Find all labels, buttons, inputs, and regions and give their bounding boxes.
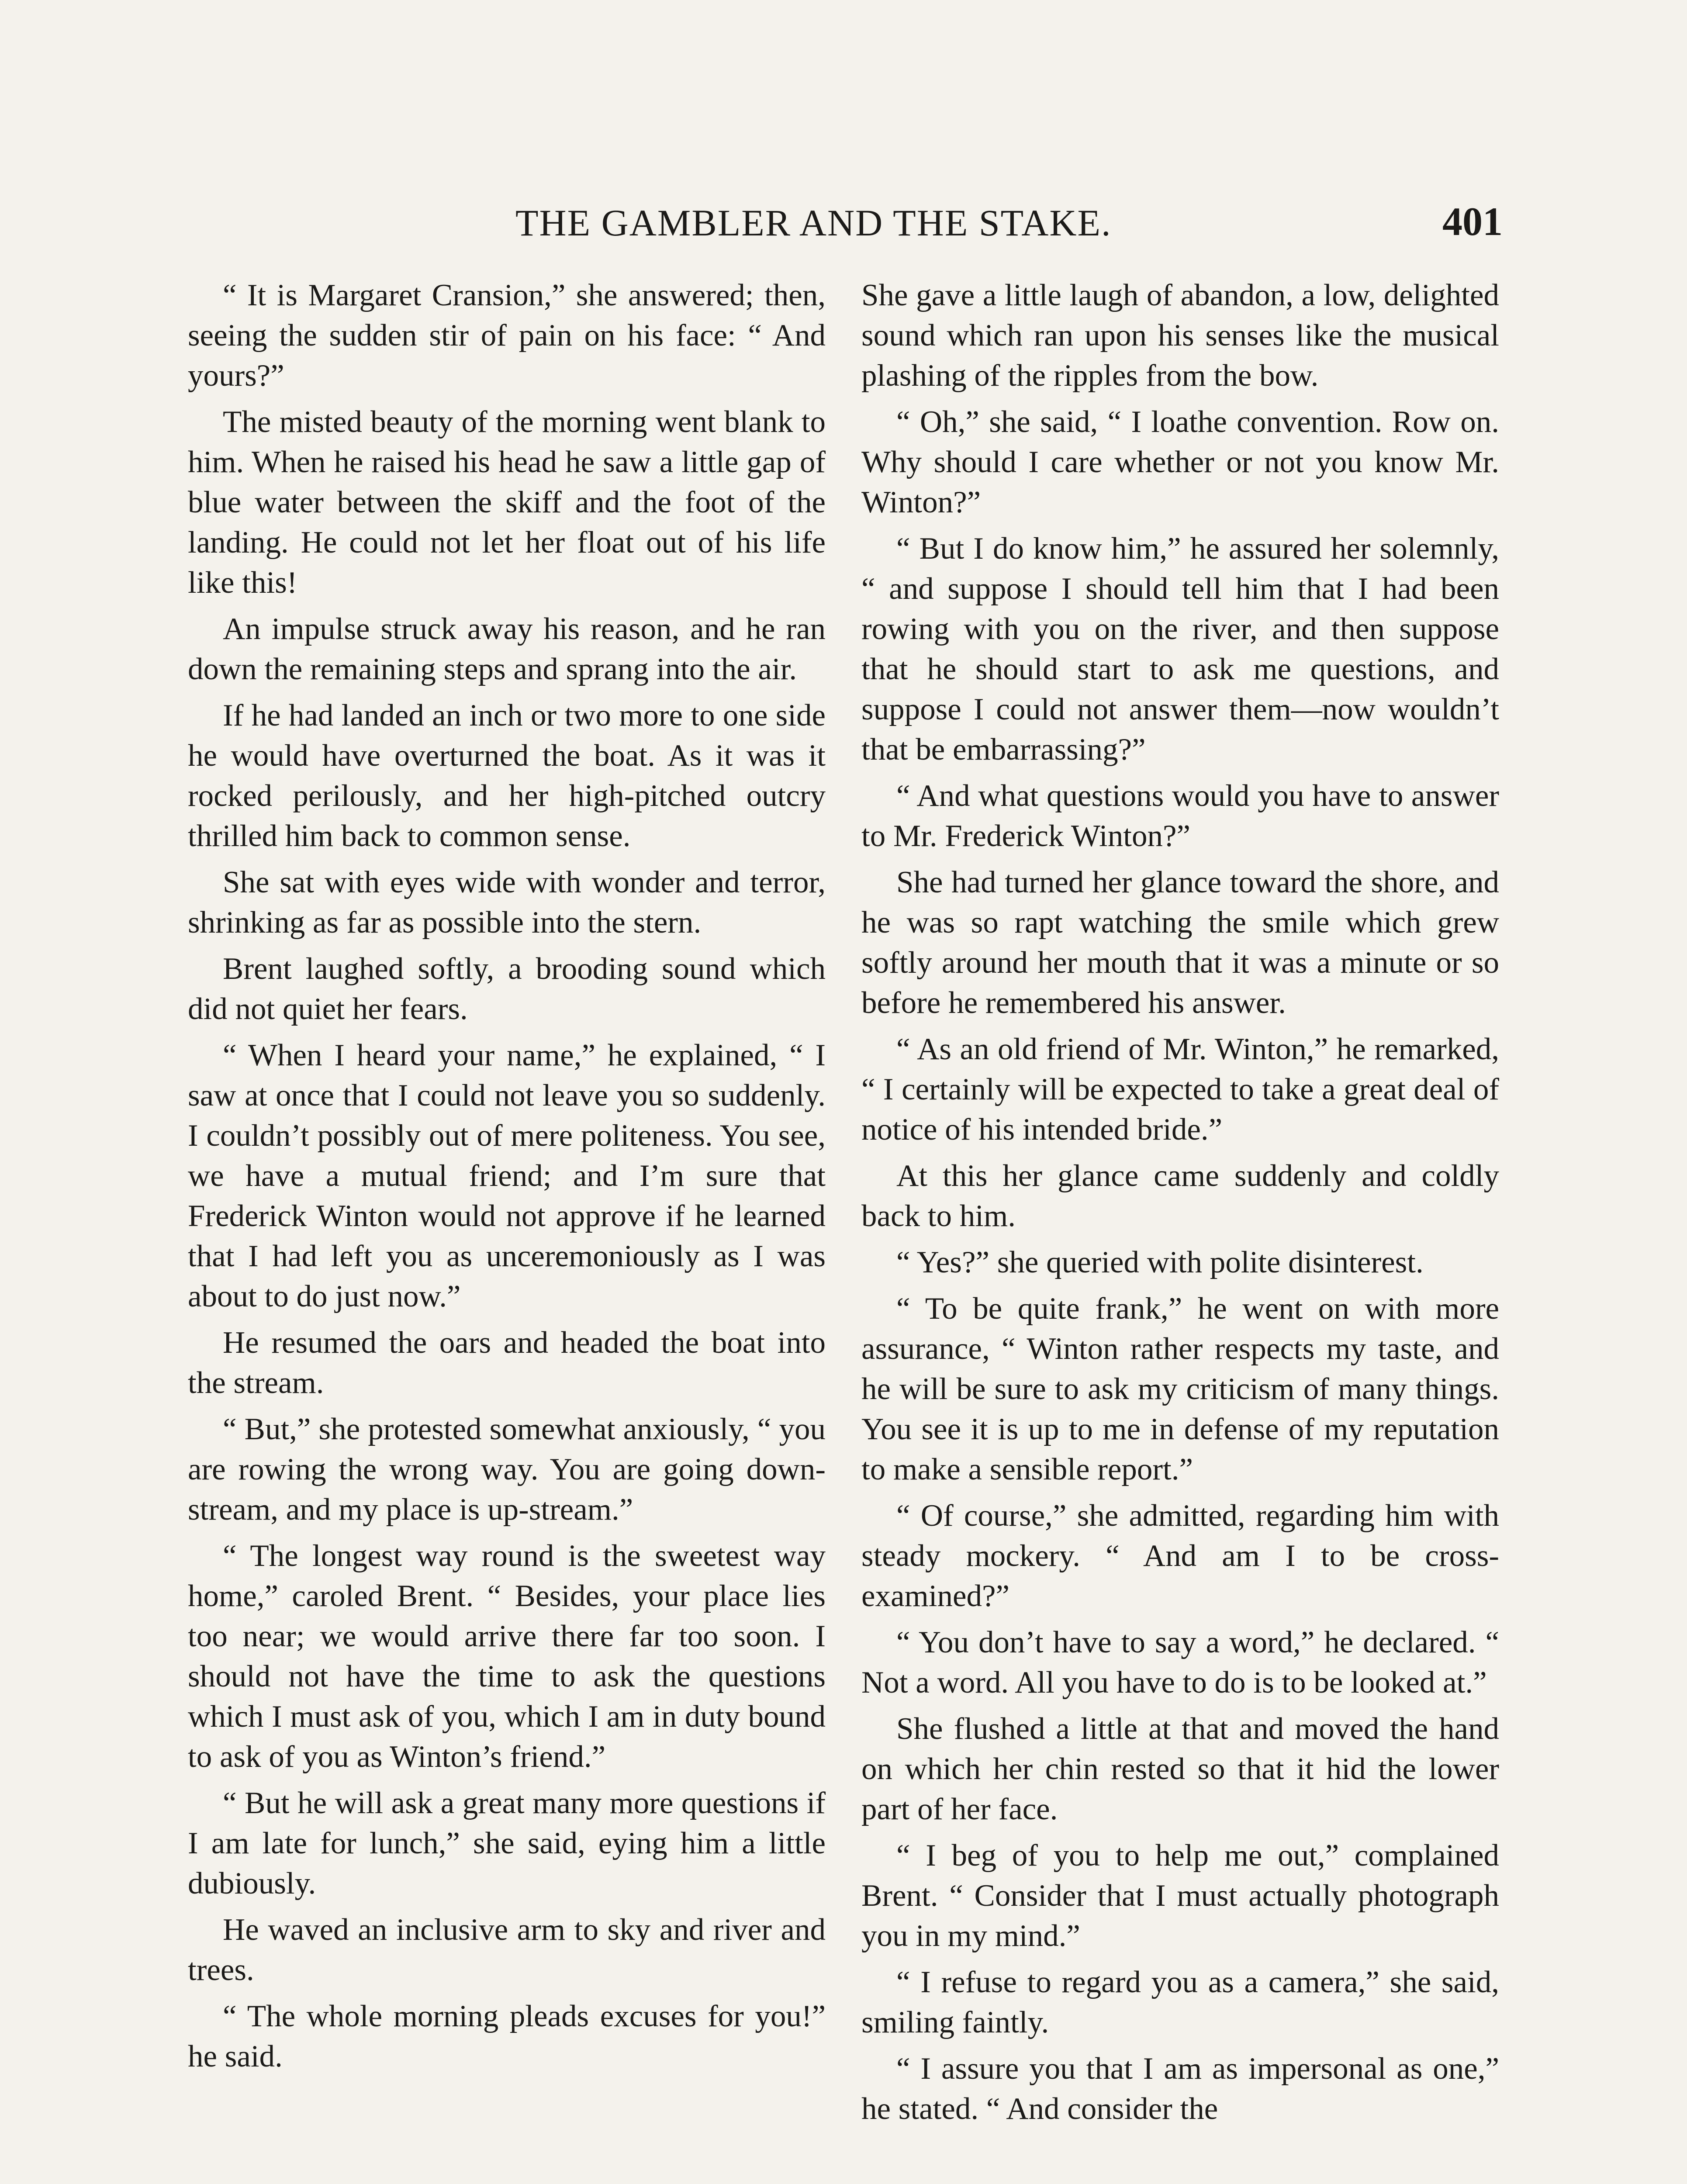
paragraph: “ Of course,” she admitted, regarding him with steady mockery. “ And am I to be cross-examined?”: [861, 1499, 1499, 1613]
paragraph: The misted beauty of the morning went blank to him. When he raised his head he saw a little gap of blue water between the skiff and the foot of the landing. He could not let her float out of his life like this!: [188, 405, 826, 600]
paragraph: Brent laughed softly, a brooding sound which did not quiet her fears.: [188, 952, 826, 1026]
paragraph: “ To be quite frank,” he went on with more assurance, “ Winton rather respects my taste, and he will be sure to ask my criticism of many things. You see it is up to me in defense of my reputation to make a sensible report.”: [861, 1292, 1499, 1486]
right-column: [861, 275, 1499, 2135]
paragraph: An impulse struck away his reason, and he ran down the remaining steps and sprang into the air.: [188, 612, 826, 686]
paragraph: “ The whole morning pleads excuses for you!” he said.: [188, 1999, 826, 2073]
paragraph: “ Oh,” she said, “ I loathe convention. Row on. Why should I care whether or not you know Mr. Winton?”: [861, 405, 1499, 519]
paragraph: “ As an old friend of Mr. Winton,” he remarked, “ I certainly will be expected to take a great deal of notice of his intended bride.”: [861, 1032, 1499, 1147]
paragraph: She flushed a little at that and moved the hand on which her chin rested so that it hid the lower part of her face.: [861, 1712, 1499, 1826]
paragraph: “ I assure you that I am as impersonal as one,” he stated. “ And consider the: [861, 2052, 1499, 2126]
paragraph-continuation: She gave a little laugh of abandon, a low, delighted sound which ran upon his senses like the musical plashing of the ripples from the bow.: [861, 278, 1499, 393]
paragraph: “ Yes?” she queried with polite disinterest.: [896, 1245, 1424, 1279]
paragraph: “ But,” she protested somewhat anxiously, “ you are rowing the wrong way. You are going down-stream, and my place is up-stream.”: [188, 1412, 826, 1527]
paragraph: “ I beg of you to help me out,” complained Brent. “ Consider that I must actually photograph you in my mind.”: [861, 1838, 1499, 1953]
running-title: THE GAMBLER AND THE STAKE.: [515, 202, 1112, 244]
paragraph: “ You don’t have to say a word,” he declared. “ Not a word. All you have to do is to be looked at.”: [861, 1625, 1499, 1700]
paragraph: “ The longest way round is the sweetest way home,” caroled Brent. “ Besides, your place lies too near; we would arrive there far too soon. I should not have the time to ask the questions which I must ask of you, which I am in duty bound to ask of you as Winton’s friend.”: [188, 1539, 826, 1774]
paragraph: She had turned her glance toward the shore, and he was so rapt watching the smile which grew softly around her mouth that it was a minute or so before he remembered his answer.: [861, 865, 1499, 1020]
page-header: [183, 192, 1503, 245]
paragraph: At this her glance came suddenly and coldly back to him.: [861, 1159, 1499, 1233]
paragraph: “ But he will ask a great many more questions if I am late for lunch,” she said, eying him a little dubiously.: [188, 1786, 826, 1901]
page-number: 401: [1442, 199, 1503, 244]
paragraph: He resumed the oars and headed the boat into the stream.: [188, 1326, 826, 1400]
paragraph: He waved an inclusive arm to sky and river and trees.: [188, 1913, 826, 1987]
paragraph: “ When I heard your name,” he explained, “ I saw at once that I could not leave you so suddenly. I couldn’t possibly out of mere politeness. You see, we have a mutual friend; and I’m sure that Frederick Winton would not approve if he learned that I had left you as unceremoniously as I was about to do just now.”: [188, 1038, 826, 1313]
paragraph: “ And what questions would you have to answer to Mr. Frederick Winton?”: [861, 779, 1499, 853]
paragraph: If he had landed an inch or two more to one side he would have overturned the boat. As it was it rocked perilously, and her high-pitched outcry thrilled him back to common sense.: [188, 698, 826, 853]
paragraph: “ I refuse to regard you as a camera,” she said, smiling faintly.: [861, 1965, 1499, 2039]
paragraph: She sat with eyes wide with wonder and terror, shrinking as far as possible into the stern.: [188, 865, 826, 940]
paragraph: “ It is Margaret Cransion,” she answered; then, seeing the sudden stir of pain on his face: “ And yours?”: [188, 278, 826, 393]
paragraph: “ But I do know him,” he assured her solemnly, “ and suppose I should tell him that I had been rowing with you on the river, and then suppose that he should start to ask me questions, and suppose I could not answer them—now wouldn’t that be embarrassing?”: [861, 532, 1499, 767]
left-column: [188, 275, 826, 2083]
